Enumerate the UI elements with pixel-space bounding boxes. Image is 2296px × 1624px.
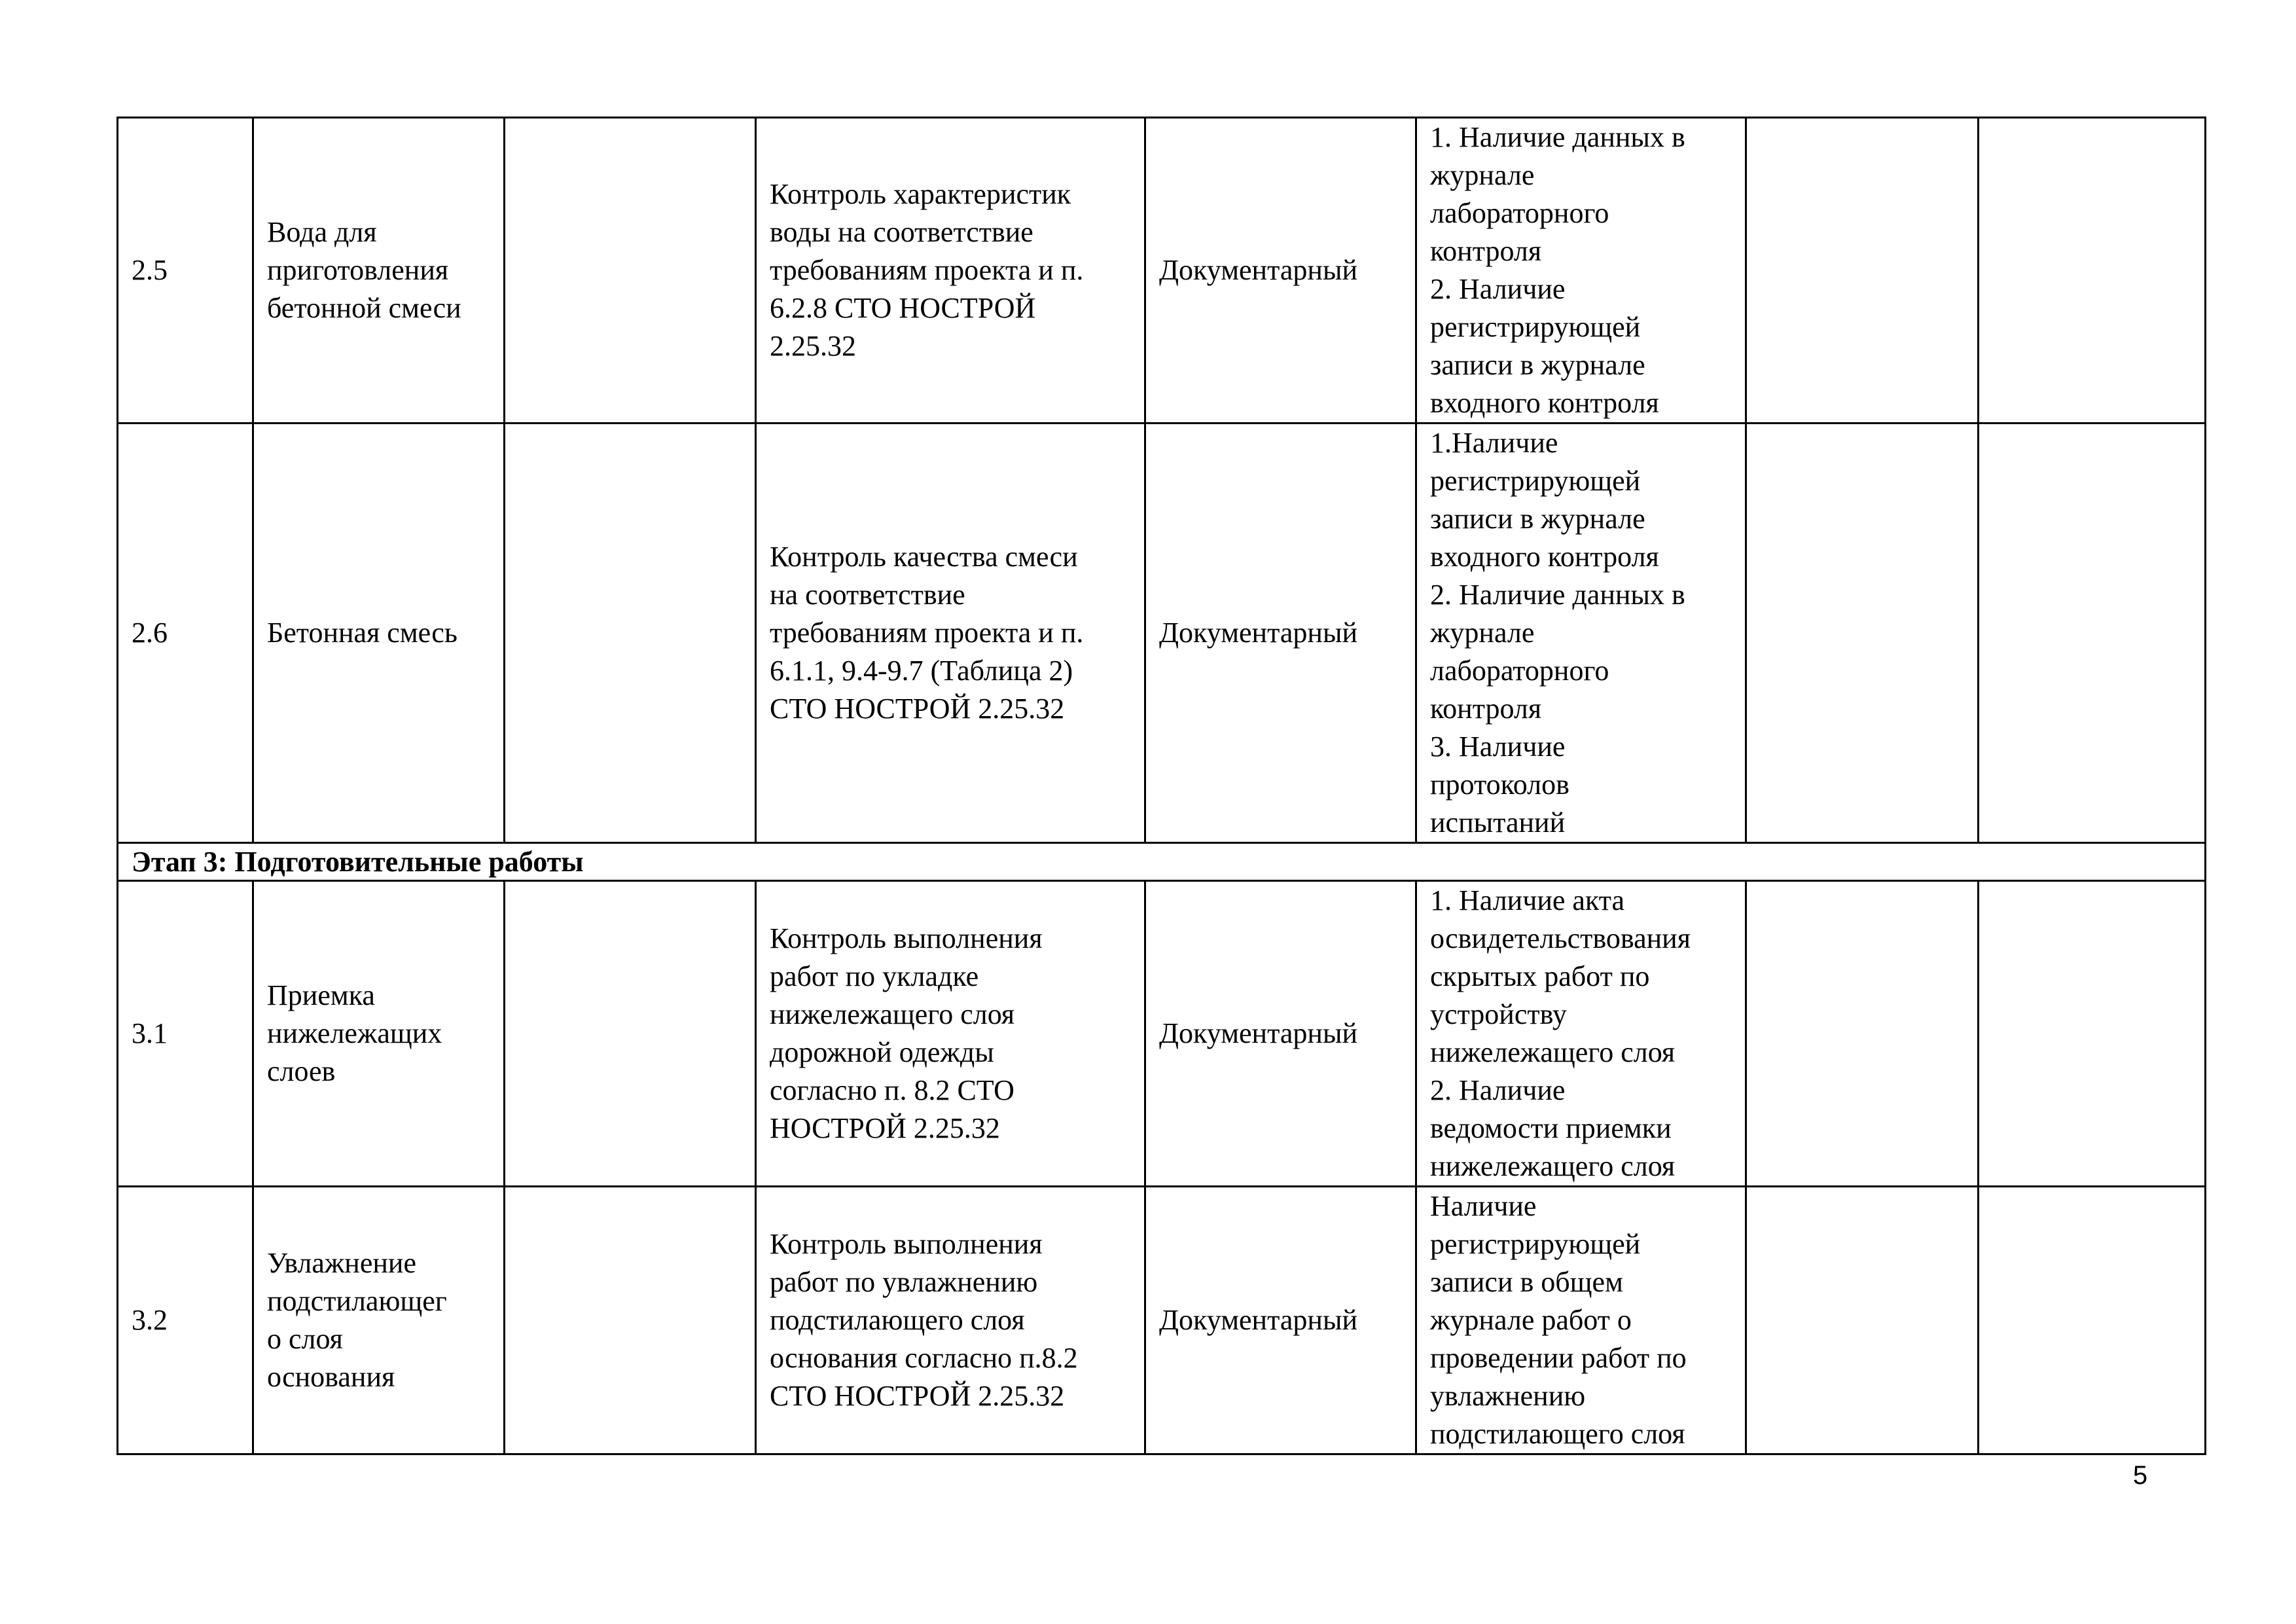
empty-cell: [1746, 118, 1979, 424]
empty-cell: [1746, 424, 1979, 843]
control-method-cell: Документарный: [1145, 881, 1416, 1187]
table-row: [118, 881, 2206, 1187]
empty-cell: [1979, 881, 2206, 1187]
empty-cell: [1746, 881, 1979, 1187]
row-number-cell: 3.1: [118, 881, 253, 1187]
control-method-cell: Документарный: [1145, 424, 1416, 843]
empty-cell: [1979, 424, 2206, 843]
control-method-cell: Документарный: [1145, 118, 1416, 424]
empty-cell: [1746, 1187, 1979, 1454]
quality-control-table: [117, 117, 2206, 1455]
control-description-cell: Контроль качества смеси на соответствие требованиям проекта и п. 6.1.1, 9.4-9.7 (Таблица 2) СТО НОСТРОЙ 2.25.32: [756, 424, 1145, 843]
empty-cell: [1979, 118, 2206, 424]
row-number-cell: 2.6: [118, 424, 253, 843]
work-name-cell: Увлажнение подстилающег о слоя основания: [253, 1187, 505, 1454]
control-description-cell: Контроль выполнения работ по увлажнению подстилающего слоя основания согласно п.8.2 СТО НОСТРОЙ 2.25.32: [756, 1187, 1145, 1454]
work-name-cell: Бетонная смесь: [253, 424, 505, 843]
control-result-cell: 1. Наличие данных в журнале лабораторного контроля 2. Наличие регистрирующей записи в журнале входного контроля: [1416, 118, 1746, 424]
table-row: [118, 1187, 2206, 1454]
empty-cell: [505, 424, 756, 843]
empty-cell: [505, 118, 756, 424]
page-number: 5: [2132, 1461, 2148, 1490]
work-name-cell: Вода для приготовления бетонной смеси: [253, 118, 505, 424]
empty-cell: [505, 1187, 756, 1454]
control-result-cell: 1.Наличие регистрирующей записи в журнале входного контроля 2. Наличие данных в журнале лабораторного контроля 3. Наличие протоколов испытаний: [1416, 424, 1746, 843]
control-method-cell: Документарный: [1145, 1187, 1416, 1454]
work-name-cell: Приемка нижележащих слоев: [253, 881, 505, 1187]
control-description-cell: Контроль характеристик воды на соответствие требованиям проекта и п. 6.2.8 СТО НОСТРОЙ 2.25.32: [756, 118, 1145, 424]
control-result-cell: Наличие регистрирующей записи в общем журнале работ о проведении работ по увлажнению подстилающего слоя: [1416, 1187, 1746, 1454]
table-row: [118, 118, 2206, 424]
control-result-cell: 1. Наличие акта освидетельствования скрытых работ по устройству нижележащего слоя 2. Наличие ведомости приемки нижележащего слоя: [1416, 881, 1746, 1187]
stage-header-row: [118, 843, 2206, 881]
row-number-cell: 2.5: [118, 118, 253, 424]
empty-cell: [1979, 1187, 2206, 1454]
row-number-cell: 3.2: [118, 1187, 253, 1454]
table-row: [118, 424, 2206, 843]
empty-cell: [505, 881, 756, 1187]
control-description-cell: Контроль выполнения работ по укладке нижележащего слоя дорожной одежды согласно п. 8.2 СТО НОСТРОЙ 2.25.32: [756, 881, 1145, 1187]
stage-title: Этап 3: Подготовительные работы: [118, 843, 2206, 881]
